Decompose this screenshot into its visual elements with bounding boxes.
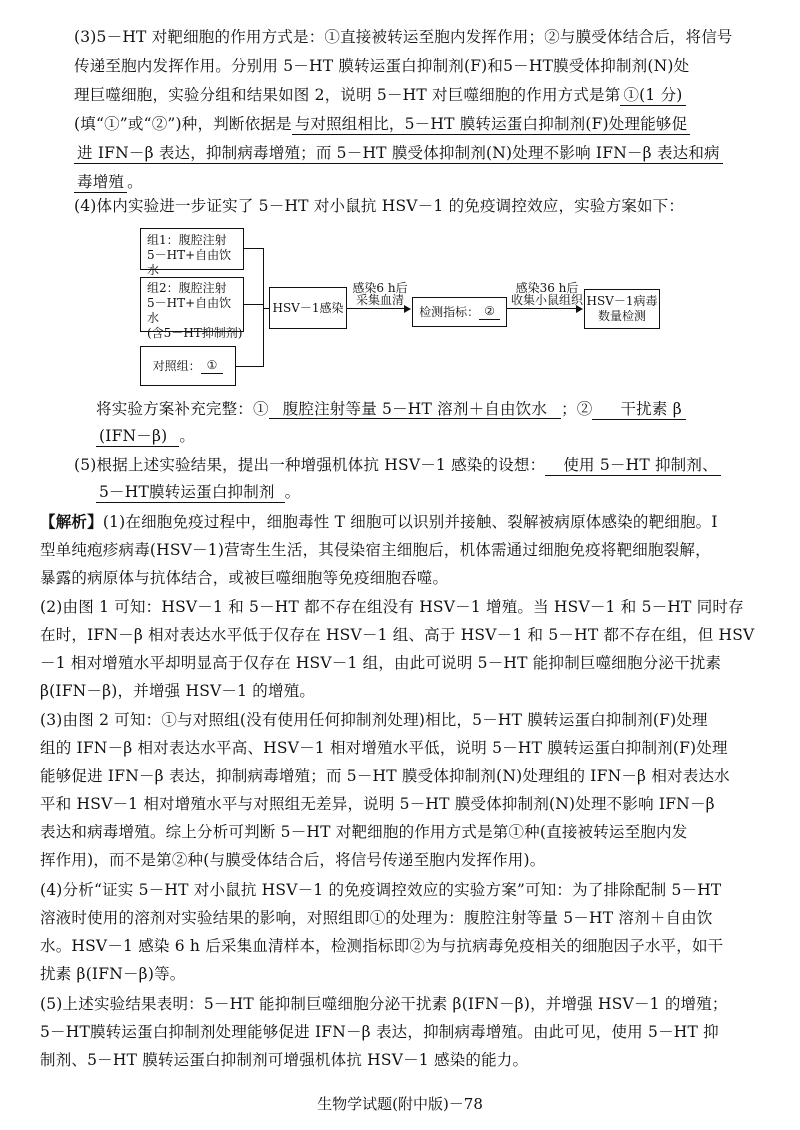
q4-answer-blank-1: 腹腔注射等量 5－HT 溶剂＋自由饮水 — [269, 400, 561, 419]
analysis-p2-line-1: (2)由图 1 可知：HSV－1 和 5－HT 都不存在组没有 HSV－1 增殖。当 HSV－1 和 5－HT 同时存 — [40, 598, 744, 616]
step1-label-bottom: 采集血清 — [355, 293, 404, 307]
detection-label: 检测指标： — [419, 304, 480, 319]
connector-line — [244, 248, 264, 249]
step1-label-top: 感染6 h后 — [352, 281, 408, 295]
step2-label-bottom: 收集小鼠组织 — [510, 293, 583, 307]
connector-line — [236, 366, 264, 367]
analysis-p4-line-2: 溶液时使用的溶剂对实验结果的影响，对照组即①的处理为：腹腔注射等量 5－HT 溶剂＋自由饮 — [40, 909, 713, 927]
analysis-p3-line-3: 能够促进 IFN－β 表达，抑制病毒增殖；而 5－HT 膜受体抑制剂(N)处理组的 IFN－β 相对表达水 — [40, 767, 730, 785]
virus-count-box — [584, 289, 660, 329]
q4-separator: ；② — [561, 400, 593, 418]
q5-period: 。 — [284, 483, 301, 501]
analysis-p2-line-3: －1 相对增殖水平却明显高于仅存在 HSV－1 组，由此可说明 5－HT 能抑制巨噬细胞分泌干扰素 — [40, 654, 722, 672]
analysis-p5-line-3: 制剂、5－HT 膜转运蛋白抑制剂可增强机体抗 HSV－1 感染的能力。 — [40, 1051, 529, 1069]
analysis-p4-line-1: (4)分析“证实 5－HT 对小鼠抗 HSV－1 的免疫调控效应的实验方案”可知：为了排除配制 5－HT — [40, 881, 722, 899]
analysis-p3-line-2: 组的 IFN－β 相对表达水平高、HSV－1 相对增殖水平低，说明 5－HT 膜转运蛋白抑制剂(F)处理 — [40, 739, 728, 757]
q3-answer-blank-2: 与对照组相比，5－HT 膜转运蛋白抑制剂(F)处理能够促 — [292, 115, 691, 135]
infection-box — [269, 287, 347, 329]
q3-line-5 — [74, 143, 723, 163]
detection-blank: ② — [479, 304, 500, 320]
group1-label-1: 组1：腹腔注射 — [147, 233, 227, 247]
detection-box — [412, 297, 507, 327]
analysis-p1-line-1 — [40, 512, 718, 532]
q3-line-2: 传递至胞内发挥作用。分别用 5－HT 膜转运蛋白抑制剂(F)和5－HT膜受体抑制剂(N)处 — [74, 57, 690, 75]
analysis-p3-line-6: 挥作用)，而不是第②种(与膜受体结合后，将信号传递至胞内发挥作用)。 — [40, 851, 546, 869]
q4-answer-line-1 — [96, 399, 686, 419]
q3-line-4 — [74, 114, 690, 134]
analysis-p3-line-5: 表达和病毒增殖。综上分析可判断 5－HT 对靶细胞的作用方式是第①种(直接被转运至胞内发 — [40, 823, 688, 841]
step2-label-top: 感染36 h后 — [515, 281, 579, 295]
arrow-line — [507, 308, 577, 309]
analysis-p2-line-2: 在时，IFN－β 相对表达水平低于仅存在 HSV－1 组、高于 HSV－1 和 5－HT 都不存在组，但 HSV — [40, 626, 755, 644]
group2-label-3: (含5－HT抑制剂) — [147, 326, 243, 340]
q4-intro: (4)体内实验进一步证实了 5－HT 对小鼠抗 HSV－1 的免疫调控效应，实验方案如下： — [74, 197, 685, 215]
analysis-p4-line-3: 水。HSV－1 感染 6 h 后采集血清样本，检测指标即②为与抗病毒免疫相关的细胞因子水平，如干 — [40, 937, 724, 955]
group2-box — [140, 277, 244, 340]
virus-count-label-1: HSV－1病毒 — [586, 294, 658, 308]
group1-label-2: 5－HT+自由饮水 — [147, 248, 232, 277]
arrow-line — [347, 308, 405, 309]
control-group-box — [140, 346, 236, 386]
q4-answer-blank-2: 干扰素 β — [592, 400, 685, 420]
group1-box — [140, 228, 244, 277]
connector-line — [244, 304, 264, 305]
q3-period: 。 — [127, 173, 143, 191]
analysis-p3-line-1: (3)由图 2 可知：①与对照组(没有使用任何抑制剂处理)相比，5－HT 膜转运蛋白抑制剂(F)处理 — [40, 711, 708, 729]
q4-answer-blank-2-cont: (IFN－β) — [96, 427, 179, 447]
analysis-p3-line-4: 平和 HSV－1 相对增殖水平与对照组无差异，说明 5－HT 膜受体抑制剂(N)处理不影响 IFN－β — [40, 795, 715, 813]
q4-answer-line-2 — [96, 426, 195, 446]
analysis-p1-line-3: 暴露的病原体与抗体结合，或被巨噬细胞等免疫细胞吞噬。 — [40, 569, 449, 587]
q3-line-3-text: 理巨噬细胞，实验分组和结果如图 2，说明 5－HT 对巨噬细胞的作用方式是第 — [74, 86, 621, 104]
virus-count-label-2: 数量检测 — [597, 309, 646, 323]
q3-answer-blank-1: ①(1 分) — [620, 86, 685, 106]
control-group-label: 对照组： — [152, 358, 201, 373]
q3-line-1: (3)5－HT 对靶细胞的作用方式是：①直接被转运至胞内发挥作用；②与膜受体结合后，将信号 — [74, 28, 733, 46]
analysis-p5-line-2: 5－HT膜转运蛋白抑制剂处理能够促进 IFN－β 表达，抑制病毒增殖。由此可见，使用 5－HT 抑 — [40, 1023, 719, 1041]
analysis-p4-line-4: 扰素 β(IFN－β)等。 — [40, 965, 186, 983]
q5-answer-continued: 5－HT膜转运蛋白抑制剂 — [96, 483, 285, 503]
q3-line-4-text: (填“①”或“②”)种，判断依据是 — [74, 115, 292, 133]
q3-line-6 — [74, 172, 143, 192]
analysis-text: (1)在细胞免疫过程中，细胞毒性 T 细胞可以识别并接触、裂解被病原体感染的靶细胞。Ⅰ — [102, 513, 718, 531]
q3-line-3 — [74, 85, 686, 105]
q5-text: (5)根据上述实验结果，提出一种增强机体抗 HSV－1 感染的设想： — [74, 456, 546, 474]
infection-label: HSV－1感染 — [272, 300, 344, 315]
group2-label-1: 组2：腹腔注射 — [147, 281, 227, 295]
analysis-p1-line-2: 型单纯疱疹病毒(HSV－1)营寄生生活，其侵染宿主细胞后，机体需通过细胞免疫将靶细胞裂解， — [40, 541, 711, 559]
analysis-p5-line-1: (5)上述实验结果表明：5－HT 能抑制巨噬细胞分泌干扰素 β(IFN－β)，并增强 HSV－1 的增殖； — [40, 995, 728, 1013]
q5-answer-blank: 使用 5－HT 抑制剂、 — [545, 456, 720, 476]
q5-line-2 — [96, 482, 300, 502]
page-footer: 生物学试题(附中版)－78 — [317, 1095, 483, 1113]
q5-line-1 — [74, 455, 721, 475]
group2-label-2: 5－HT+自由饮水 — [147, 296, 232, 325]
q3-answer-continued: 进 IFN－β 表达，抑制病毒增殖；而 5－HT 膜受体抑制剂(N)处理不影响 IFN－β 表达和病 — [74, 144, 723, 164]
q4-complete-text: 将实验方案补充完整：① — [96, 400, 269, 418]
analysis-tag: 【解析】 — [40, 512, 103, 531]
control-group-blank: ① — [201, 358, 224, 374]
analysis-p2-line-4: β(IFN－β)，并增强 HSV－1 的增殖。 — [40, 682, 316, 700]
q3-answer-end: 毒增殖 — [74, 173, 127, 193]
q4-period: 。 — [179, 427, 196, 445]
